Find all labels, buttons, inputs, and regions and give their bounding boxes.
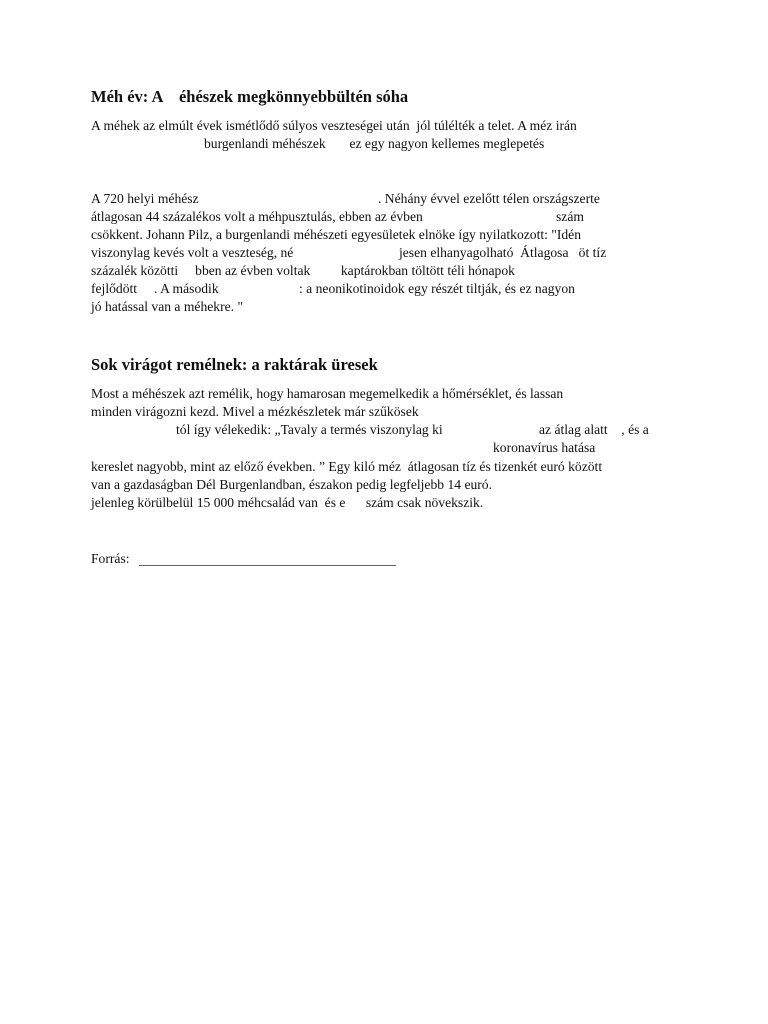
para3-line-2: minden virágozni kezd. Mivel a mézkészletek már szűkösek [91,404,419,419]
para2-line-6a: fejlődött . A második [91,281,219,296]
para2-line-5: százalék közötti bben az évben voltak kaptárokban töltött téli hónapok [91,263,515,278]
heading-1: Méh év: A éhészek megkönnyebbültén sóha [91,87,409,106]
source-label: Forrás: [91,551,130,566]
para3-line-3a: tól így vélekedik: „Tavaly a termés viszonylag ki [176,422,443,437]
para2-line-7: jó hatással van a méhekre. " [91,299,244,314]
source-link[interactable] [139,565,396,566]
para3-line-1: Most a méhészek azt remélik, hogy hamarosan megemelkedik a hőmérséklet, és lassan [91,386,564,401]
heading-2: Sok virágot remélnek: a raktárak üresek [91,355,378,374]
para3-line-5: kereslet nagyobb, mint az előző években. ” Egy kiló méz átlagosan tíz és tizenkét euró között [91,459,603,474]
para2-line-4a: viszonylag kevés volt a veszteség, né [91,245,294,260]
para2-line-1a: A 720 helyi méhész [91,191,199,206]
para2-line-2a: átlagosan 44 százalékos volt a méhpusztulás, ebben az évben [91,209,423,224]
para3-line-7: jelenleg körülbelül 15 000 méhcsalád van és e szám csak növekszik. [91,495,484,510]
para3-line-4: koronavírus hatása [493,440,596,455]
para2-line-6b: : a neonikotinoidok egy részét tiltják, és ez nagyon [299,281,575,296]
para2-line-4b: jesen elhanyagolható Átlagosa öt tíz [399,245,607,260]
para1-line-1: A méhek az elmúlt évek ismétlődő súlyos veszteségei után jól túlélték a telet. A méz irán [91,118,577,133]
para2-line-1b: . Néhány évvel ezelőtt télen országszerte [378,191,600,206]
para1-line-2: burgenlandi méhészek ez egy nagyon kellemes meglepetés [204,136,545,151]
para3-line-6: van a gazdaságban Dél Burgenlandban, északon pedig legfeljebb 14 euró. [91,477,492,492]
para2-line-3: csökkent. Johann Pilz, a burgenlandi méhészeti egyesületek elnöke így nyilatkozott: "Idén [91,227,582,242]
para3-line-3b: az átlag alatt , és a [539,422,649,437]
para2-line-2b: szám [556,209,584,224]
